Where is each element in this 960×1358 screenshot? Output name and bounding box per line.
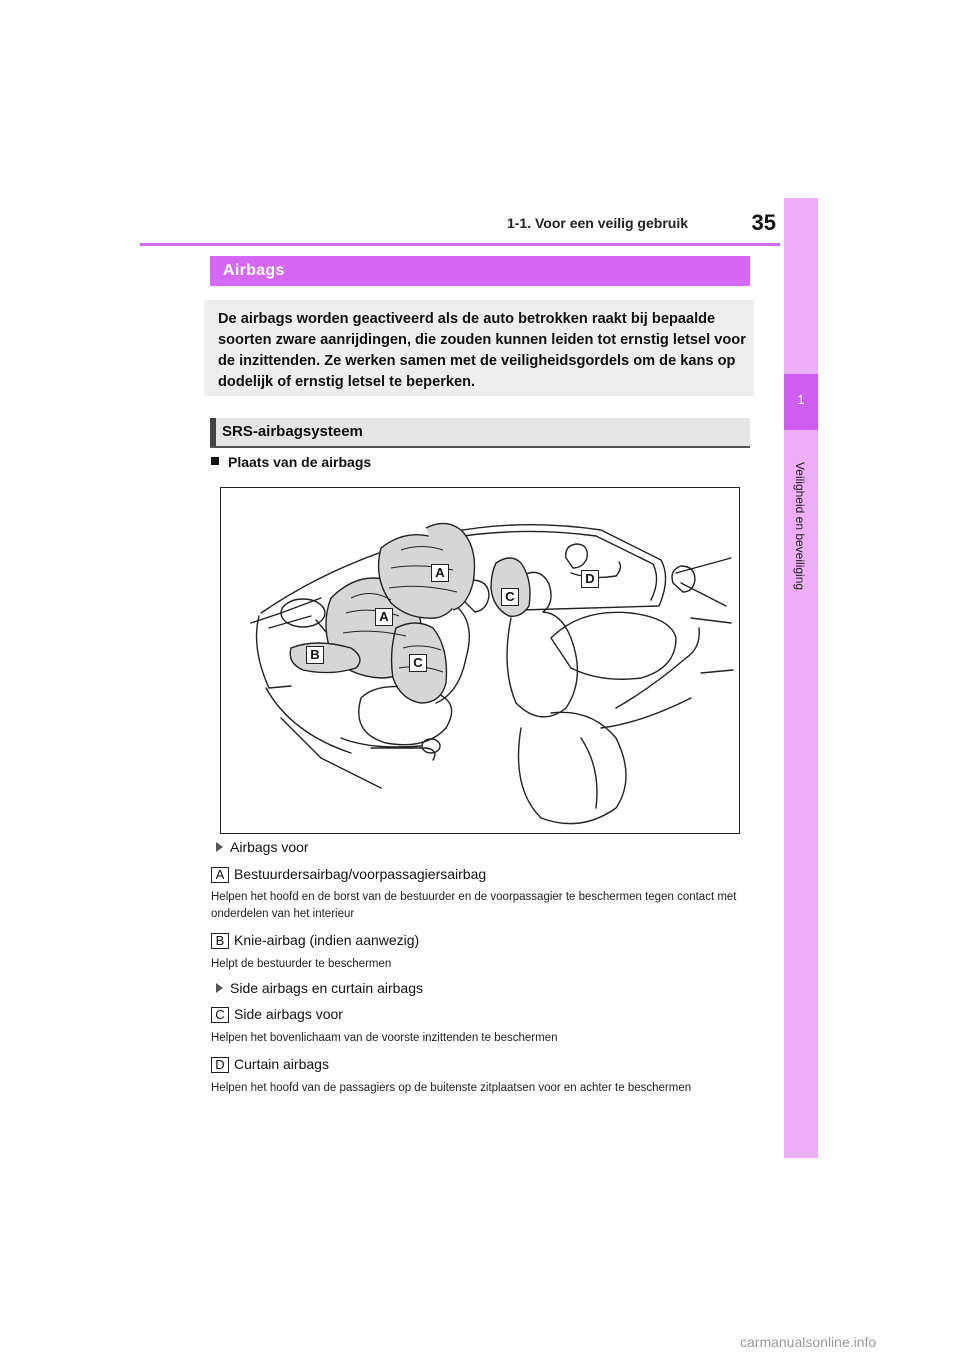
item-description: Helpt de bestuurder te beschermen	[211, 958, 392, 970]
diagram-label: D	[581, 570, 599, 588]
item-letter: D	[211, 1057, 229, 1073]
item-letter: C	[211, 1007, 229, 1023]
item-description: Helpen het hoofd en de borst van de bestuurder en de voorpassagier te beschermen tegen contact met onderdelen van het interieur	[211, 891, 737, 920]
chapter-title: Veiligheid en beveiliging	[793, 461, 807, 591]
header-divider	[140, 243, 780, 246]
diagram-label: C	[501, 588, 519, 606]
subsection-rule	[210, 446, 750, 448]
section-title: Airbags	[223, 262, 285, 279]
diagram-label: B	[306, 646, 324, 664]
item-title: Curtain airbags	[234, 1056, 329, 1072]
item-description: Helpen het hoofd van de passagiers op de buitenste zitplaatsen voor en achter te beschermen	[211, 1082, 692, 1094]
item-title: Knie-airbag (indien aanwezig)	[234, 932, 420, 948]
group-bullet-icon	[216, 983, 223, 993]
group-title: Airbags voor	[230, 839, 309, 855]
diagram-label: A	[375, 608, 393, 626]
car-interior-illustration	[221, 488, 739, 833]
chapter-number: 1	[797, 392, 805, 407]
item-title: Bestuurdersairbag/voorpassagiersairbag	[234, 866, 487, 882]
diagram-label: C	[409, 654, 427, 672]
item-letter: A	[211, 867, 229, 883]
intro-text: De airbags worden geactiveerd als de auto betrokken raakt bij bepaalde soorten zware aanrijdingen, die zouden kunnen leiden tot ernstig letsel voor de inzittenden. Ze werken samen met de veiligheidsgordels om de kans op dodelijk of ernstig letsel te beperken.	[218, 311, 746, 390]
diagram-label: A	[431, 564, 449, 582]
page-number: 35	[751, 210, 776, 235]
heading-airbag-location: Plaats van de airbags	[228, 454, 372, 470]
chapter-side-tab	[784, 198, 818, 1158]
section-path: 1-1. Voor een veilig gebruik	[506, 215, 688, 231]
subsection-title: SRS-airbagsysteem	[222, 423, 363, 440]
section-title-bar	[210, 256, 750, 286]
heading-bullet-icon	[211, 457, 219, 465]
item-letter: B	[211, 933, 229, 949]
airbag-location-figure	[220, 487, 740, 834]
watermark: carmanualsonline.info	[740, 1334, 877, 1350]
group-bullet-icon	[216, 842, 223, 852]
item-description: Helpen het bovenlichaam van de voorste inzittenden te beschermen	[211, 1032, 558, 1044]
item-title: Side airbags voor	[234, 1006, 343, 1022]
group-title: Side airbags en curtain airbags	[230, 980, 424, 996]
